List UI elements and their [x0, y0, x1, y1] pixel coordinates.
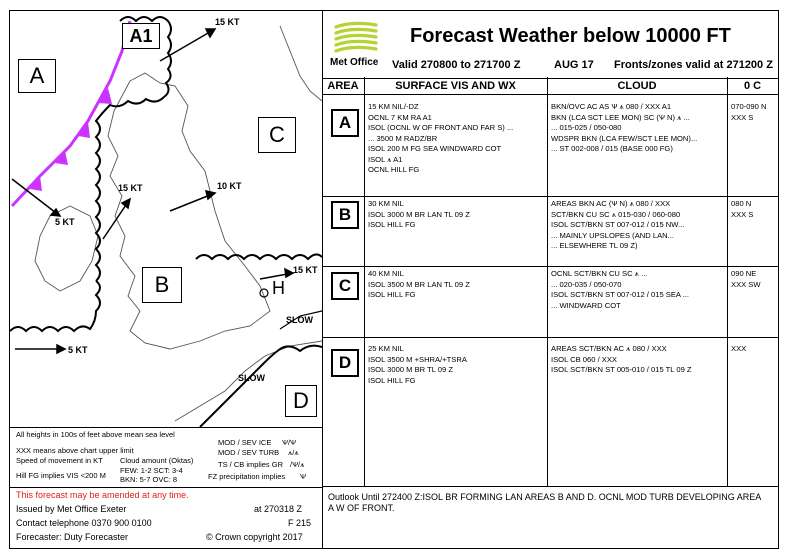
row-d-cloud — [551, 344, 692, 376]
issued-at: at 270318 Z — [254, 504, 303, 514]
cloud-line: BKN/OVC AC AS Ѱ ⩚ 080 / XXX A1 — [551, 102, 672, 111]
turb-symbol-icon: ⩚/⩚ — [288, 448, 299, 457]
cloud-line: SCT/BKN CU SC ⩚ 015-030 / 060-080 — [551, 209, 681, 219]
row-b-vis — [368, 199, 470, 231]
cloud-line: ... ST 002-008 / 015 (BASE 000 FG) — [551, 144, 673, 153]
fz-symbol-icon: Ѱ — [300, 472, 306, 481]
wind-label-west: 5 KT — [55, 217, 75, 227]
area-label-a: A — [331, 109, 359, 137]
vis-line: ISOL 3500 M BR LAN TL 09 Z — [368, 279, 470, 289]
row-a-cloud — [551, 102, 697, 155]
cloud-line: ... ELSEWHERE TL 09 Z) — [551, 241, 638, 250]
row-b-zeroc — [731, 199, 753, 220]
map-area-a1-label: A1 — [122, 23, 160, 49]
zeroc-line: XXX S — [731, 112, 754, 122]
legend-turb: MOD / SEV TURB — [218, 448, 280, 457]
met-office-logo-icon — [332, 19, 382, 55]
legend-ice: MOD / SEV ICE — [218, 438, 272, 447]
legend-hill-fg: Hill FG implies VIS <200 M — [16, 471, 106, 480]
legend-bkn-ovc: BKN: 5-7 OVC: 8 — [120, 475, 178, 484]
row-divider — [322, 337, 778, 338]
zeroc-line: XXX SW — [731, 279, 761, 289]
zeroc-line: 070-090 N — [731, 102, 767, 111]
ts-symbol-icon: /Ѱ/⩚ — [290, 460, 305, 469]
issued-by: Issued by Met Office Exeter — [16, 504, 127, 514]
vis-line: ISOL HILL FG — [368, 220, 416, 229]
cloud-line: ISOL SCT/BKN ST 007-012 / 015 SEA ... — [551, 290, 690, 299]
vis-line: ISOL HILL FG — [368, 375, 416, 385]
area-label-c: C — [331, 272, 359, 300]
cloud-line: ISOL CB 060 / XXX — [551, 354, 617, 364]
vis-line: 30 KM NIL — [368, 199, 404, 208]
amend-notice: This forecast may be amended at any time. — [16, 490, 189, 500]
contact-telephone: Contact telephone 0370 900 0100 — [16, 518, 152, 528]
cloud-line: OCNL SCT/BKN CU SC ⩚ ... — [551, 269, 648, 278]
coastline-norway — [280, 26, 322, 101]
legend-ts-cb: TS / CB implies GR — [218, 460, 284, 469]
col-divider — [727, 77, 728, 486]
cloud-line: ISOL SCT/BKN ST 005-010 / 015 TL 09 Z — [551, 365, 692, 374]
vis-line: 25 KM NIL — [368, 344, 404, 353]
vis-line: OCNL HILL FG — [368, 165, 420, 174]
legend — [9, 426, 323, 488]
vis-line: ISOL 3000 M BR LAN TL 09 Z — [368, 209, 470, 219]
header-divider — [322, 94, 778, 95]
slow-label-lower: SLOW — [238, 373, 265, 383]
cloud-line: ... WINDWARD COT — [551, 300, 621, 310]
col-area-header: AREA — [327, 79, 359, 92]
front-line — [12, 21, 130, 206]
wind-label-east: 15 KT — [293, 265, 318, 275]
slow-label-upper: SLOW — [286, 315, 313, 325]
vis-line: ISOL 200 M FG SEA WINDWARD COT — [368, 144, 502, 153]
logo-text: Met Office — [330, 57, 379, 68]
cloud-line: WDSPR BKN (LCA FEW/SCT LEE MON)... — [551, 133, 698, 143]
ice-symbol-icon: Ѱ/Ѱ — [282, 438, 297, 447]
row-divider — [322, 266, 778, 267]
row-c-cloud — [551, 269, 689, 311]
vis-line: 40 KM NIL — [368, 269, 404, 278]
vis-line: OCNL 7 KM RA A1 — [368, 112, 432, 122]
row-c-vis — [368, 269, 470, 301]
col-zeroc-header: 0 C — [743, 79, 762, 92]
forecast-table — [322, 77, 779, 487]
vis-line: ISOL (OCNL W OF FRONT AND FAR S) ... — [368, 123, 514, 132]
page-title: Forecast Weather below 10000 FT — [410, 25, 731, 47]
col-divider — [547, 77, 548, 486]
cloud-line: ... 020-035 / 050-070 — [551, 279, 622, 289]
col-divider — [364, 77, 365, 486]
wind-label-a1: 15 KT — [215, 17, 240, 27]
chart-header — [322, 10, 779, 79]
copyright: © Crown copyright 2017 — [206, 532, 303, 542]
cloud-line: BKN (LCA SCT LEE MON) SC (Ѱ N) ⩚ ... — [551, 112, 690, 122]
col-vis-header: SURFACE VIS AND WX — [395, 79, 516, 92]
cloud-line: AREAS BKN AC (Ѱ N) ⩚ 080 / XXX — [551, 199, 671, 208]
zeroc-line: 080 N — [731, 199, 752, 208]
row-a-vis — [368, 102, 513, 176]
zeroc-line: XXX — [731, 344, 747, 353]
vis-line: ISOL 3500 M +SHRA/+TSRA — [368, 354, 467, 364]
zeroc-line: 090 NE — [731, 269, 757, 278]
forecast-map — [9, 10, 323, 428]
row-d-zeroc — [731, 344, 746, 355]
row-c-zeroc — [731, 269, 761, 290]
legend-xxx: XXX means above chart upper limit — [16, 446, 134, 455]
cloud-line: ... 015-025 / 050-080 — [551, 123, 622, 132]
coastline-gb — [108, 73, 270, 349]
cloud-line: ISOL SCT/BKN ST 007-012 / 015 NW... — [551, 220, 685, 229]
outlook-box — [322, 486, 779, 549]
legend-heights: All heights in 100s of feet above mean sea level — [16, 430, 175, 439]
map-area-d-label: D — [285, 385, 317, 417]
vis-line: ... 3500 M RADZ/BR — [368, 133, 438, 143]
vis-line: ISOL HILL FG — [368, 290, 416, 299]
fronts-valid-time: Fronts/zones valid at 271200 Z — [614, 59, 773, 71]
map-area-a-label: A — [18, 59, 56, 93]
vis-line: ISOL 3000 M BR TL 09 Z — [368, 365, 453, 374]
map-area-b-label: B — [142, 267, 182, 303]
map-area-c-label: C — [258, 117, 296, 153]
legend-cloud-amount: Cloud amount (Oktas) — [120, 456, 194, 465]
zone-boundary-b — [10, 281, 100, 331]
chart-date: AUG 17 — [554, 59, 594, 71]
high-pressure-label: H — [272, 278, 285, 298]
vis-line: 15 KM NIL/-DZ — [368, 102, 419, 111]
legend-few-sct: FEW: 1-2 SCT: 3-4 — [120, 466, 183, 475]
wind-label-c: 10 KT — [217, 181, 242, 191]
legend-fz: FZ precipitation implies — [208, 472, 286, 481]
wind-label-south: 5 KT — [68, 345, 88, 355]
row-d-vis — [368, 344, 467, 386]
cloud-line: ... MAINLY UPSLOPES (AND LAN... — [551, 230, 674, 240]
zone-boundary-c — [196, 254, 322, 259]
area-label-d: D — [331, 349, 359, 377]
wind-label-north: 15 KT — [118, 183, 143, 193]
vis-line: ISOL ⩚ A1 — [368, 154, 403, 164]
outlook-text: Outlook Until 272400 Z:ISOL BR FORMING LAN AREAS B AND D. OCNL MOD TURB DEVELOPING AREA A W OF FRONT. — [328, 492, 761, 513]
form-number: F 215 — [288, 518, 312, 528]
valid-time: Valid 270800 to 271700 Z — [392, 59, 521, 71]
cloud-line: AREAS SCT/BKN AC ⩚ 080 / XXX — [551, 344, 667, 353]
issue-footer — [9, 487, 323, 549]
row-divider — [322, 196, 778, 197]
zeroc-line: XXX S — [731, 209, 754, 219]
row-a-zeroc — [731, 102, 766, 123]
area-label-b: B — [331, 201, 359, 229]
row-b-cloud — [551, 199, 684, 252]
forecaster: Forecaster: Duty Forecaster — [16, 532, 129, 542]
col-cloud-header: CLOUD — [617, 79, 657, 92]
legend-speed: Speed of movement in KT — [16, 456, 103, 465]
